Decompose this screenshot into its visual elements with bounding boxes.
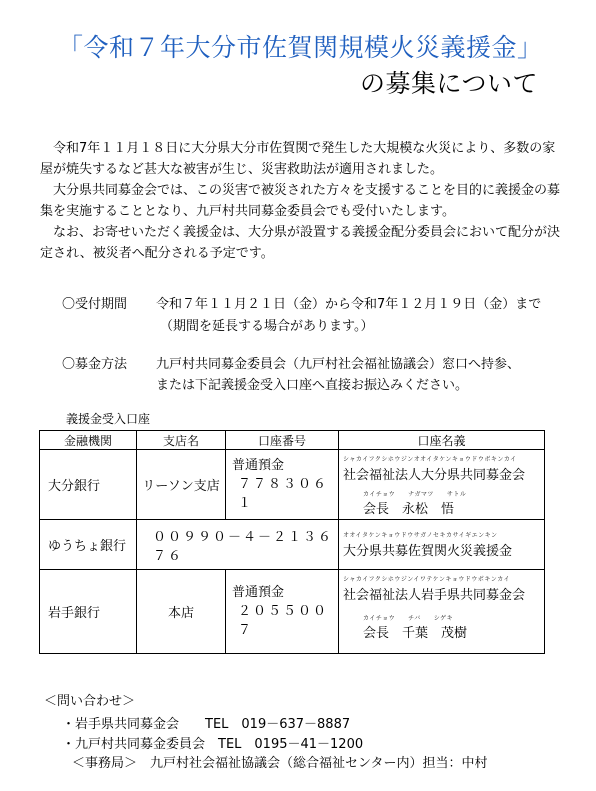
representative-kana: カイチョウ ナガマツ サトル [363,491,467,498]
bank-name: 岩手銀行 [40,570,137,654]
page-subtitle: の募集について [360,69,539,98]
contact-heading: ＜問い合わせ＞ [44,694,136,709]
account-name-cell [339,570,545,654]
account-type: 普通預金 [232,585,285,600]
account-type: 普通預金 [232,458,285,473]
table-header-row [40,431,545,450]
intro-paragraph-3: なお、お寄せいただく義援金は、大分県が設置する義援金配分委員会において配分が決定され、被災者へ配分される予定です。 [40,225,561,261]
account-name-cell [339,520,545,570]
table-row [40,570,545,654]
intro-paragraph-2: 大分県共同募金会では、この災害で被災された方々を支援することを目的に義援金の募集を実施することとなり、九戸村共同募金委員会でも受付いたします。 [40,183,561,219]
account-name: 大分県共募佐賀関火災義援金 [343,544,513,559]
account-number-cell [226,570,339,654]
account-name-cell [339,450,545,520]
table-row [40,520,545,570]
account-number: ２０５５００７ [238,604,329,638]
account-number: ００９９０－４－２１３６７６ [137,520,339,570]
table-row [40,450,545,520]
method-label: 〇募金方法 [62,357,128,372]
period-note: （期間を延長する場合があります。） [160,319,374,334]
header-account-name: 口座名義 [339,431,545,450]
contact-line-2: ・九戸村共同募金委員会 TEL 0195－41－1200 [62,737,364,752]
account-name-kana: オオイタケンキョウドウサガノセキカサイギエンキン [343,532,498,539]
header-branch: 支店名 [137,431,226,450]
account-name-kana: シャカイフクシホウジンオオイタケンキョウドウボキンカイ [343,456,517,463]
account-name-kana: シャカイフクシホウジンイワテケンキョウドウボキンカイ [343,576,511,583]
branch-name: リーソン支店 [137,450,226,520]
header-account-number: 口座番号 [226,431,339,450]
account-name: 社会福祉法人大分県共同募金会 [343,468,526,483]
account-number: ７７８３０６１ [238,477,329,511]
representative: 会長 永松 悟 [363,502,455,517]
intro-text [40,138,560,264]
contact-line-3: ＜事務局＞ 九戸村社会福祉協議会（総合福祉センター内）担当：中村 [72,756,488,771]
account-name: 社会福祉法人岩手県共同募金会 [343,588,526,603]
method-value: 九戸村共同募金委員会（九戸村社会福祉協議会）窓口へ持参、 [156,357,521,372]
representative: 会長 千葉 茂樹 [363,626,468,641]
branch-name: 本店 [137,570,226,654]
bank-name: 大分銀行 [40,450,137,520]
period-value: 令和７年１１月２１日（金）から令和7年１２月１９日（金）まで [156,297,542,312]
accounts-heading: 義援金受入口座 [66,412,151,426]
intro-paragraph-1: 令和7年１１月１８日に大分県大分市佐賀関で発生した大規模な火災により、多数の家屋が焼失するなど甚大な被害が生じ、災害救助法が適用されました。 [40,141,556,177]
accounts-table [39,430,545,654]
contact-line-1: ・岩手県共同募金会 TEL 019－637－8887 [62,717,351,732]
page-title: 「令和７年大分市佐賀関規模火災義援金」 [58,33,543,62]
period-label: 〇受付期間 [62,297,128,312]
header-bank: 金融機関 [40,431,137,450]
representative-kana: カイチョウ チバ シゲキ [363,615,454,622]
bank-name: ゆうちょ銀行 [40,520,137,570]
account-number-cell [226,450,339,520]
method-value-2: または下記義援金受入口座へ直接お振込みください。 [156,378,469,393]
